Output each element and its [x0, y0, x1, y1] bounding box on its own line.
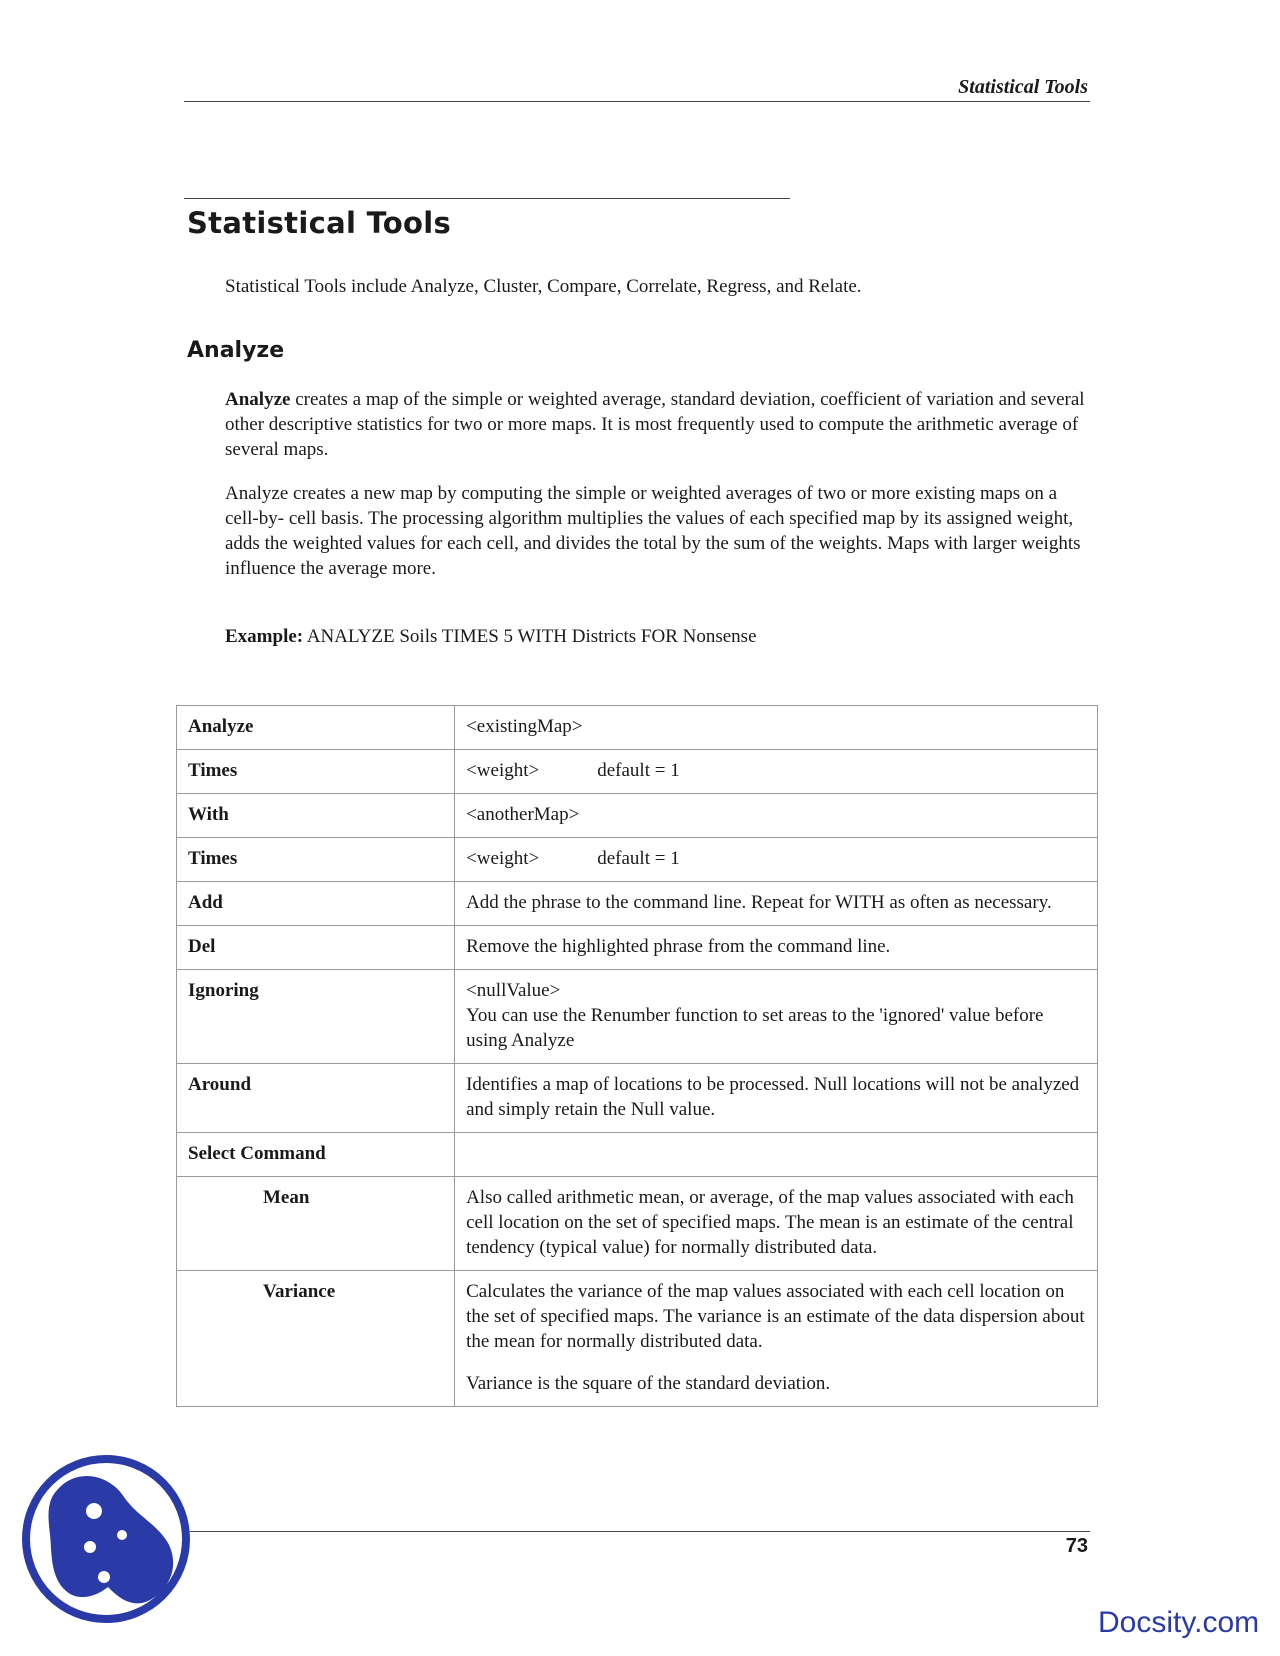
- option-param: <weight>: [466, 848, 540, 869]
- example-line: [225, 624, 1095, 649]
- table-row: [177, 750, 1098, 794]
- option-name: Around: [177, 1064, 455, 1133]
- option-note: You can use the Renumber function to set areas to the 'ignored' value before using Analyze: [466, 1005, 1044, 1051]
- footer-rule: [190, 1531, 1090, 1532]
- option-name: Select Command: [177, 1133, 455, 1177]
- chapter-title: Statistical Tools: [187, 206, 452, 240]
- option-description: Calculates the variance of the map values associated with each cell location on the set of specified maps. The variance is an estimate of the data dispersion about the mean for normally distributed data.: [466, 1281, 1085, 1352]
- table-row: [177, 838, 1098, 882]
- option-value: [455, 1133, 1098, 1177]
- option-name: Add: [177, 882, 455, 926]
- docsity-brand[interactable]: Docsity.com: [1098, 1606, 1260, 1639]
- example-label: Example:: [225, 626, 304, 647]
- table-row: [177, 1271, 1098, 1407]
- option-note: Variance is the square of the standard deviation.: [466, 1373, 831, 1394]
- command-options-table: [176, 705, 1098, 1407]
- docsity-logo-icon: [20, 1453, 192, 1625]
- header-rule: [184, 101, 1090, 102]
- option-value: <existingMap>: [455, 706, 1098, 750]
- option-default: default = 1: [597, 760, 680, 781]
- option-value: [455, 1271, 1098, 1407]
- option-name: Mean: [177, 1177, 455, 1271]
- option-value: [455, 970, 1098, 1064]
- table-row: [177, 1064, 1098, 1133]
- option-name: With: [177, 794, 455, 838]
- chapter-intro: Statistical Tools include Analyze, Cluster, Compare, Correlate, Regress, and Relate.: [225, 276, 862, 297]
- option-name: Variance: [177, 1271, 455, 1407]
- option-name: Del: [177, 926, 455, 970]
- paragraph-analyze-detail: Analyze creates a new map by computing the simple or weighted averages of two or more existing maps on a cell-by- cell basis. The processing algorithm multiplies the values of each specified map by its assigned weight, adds the weighted values for each cell, and divides the total by the sum of the weights. Maps with larger weights influence the average more.: [225, 483, 1081, 579]
- option-name: Analyze: [177, 706, 455, 750]
- table-row: [177, 882, 1098, 926]
- option-name: Times: [177, 750, 455, 794]
- option-value: Also called arithmetic mean, or average, of the map values associated with each cell location on the set of specified maps. The mean is an estimate of the central tendency (typical value) for normally distributed data.: [455, 1177, 1098, 1271]
- title-rule: [184, 198, 790, 199]
- example-command: ANALYZE Soils TIMES 5 WITH Districts FOR Nonsense: [303, 626, 757, 647]
- option-param: <nullValue>: [466, 980, 561, 1001]
- table-row: [177, 1177, 1098, 1271]
- option-value: <anotherMap>: [455, 794, 1098, 838]
- table-row: [177, 970, 1098, 1064]
- table-row: [177, 1133, 1098, 1177]
- option-default: default = 1: [597, 848, 680, 869]
- paragraph-analyze-summary: [225, 387, 1095, 462]
- option-value: [455, 838, 1098, 882]
- table-row: [177, 926, 1098, 970]
- summary-text: creates a map of the simple or weighted average, standard deviation, coefficient of variation and several other descriptive statistics for two or more maps. It is most frequently used to compute the arithmetic average of several maps.: [225, 389, 1085, 460]
- option-value: Add the phrase to the command line. Repeat for WITH as often as necessary.: [455, 882, 1098, 926]
- option-name: Times: [177, 838, 455, 882]
- running-header: Statistical Tools: [958, 76, 1088, 98]
- option-value: Remove the highlighted phrase from the command line.: [455, 926, 1098, 970]
- option-name: Ignoring: [177, 970, 455, 1064]
- option-value: [455, 750, 1098, 794]
- page-number: 73: [1065, 1535, 1088, 1557]
- table-row: [177, 794, 1098, 838]
- term-analyze: Analyze: [225, 389, 291, 410]
- table-row: [177, 706, 1098, 750]
- option-value: Identifies a map of locations to be processed. Null locations will not be analyzed and simply retain the Null value.: [455, 1064, 1098, 1133]
- section-title: Analyze: [187, 338, 285, 363]
- option-param: <weight>: [466, 760, 540, 781]
